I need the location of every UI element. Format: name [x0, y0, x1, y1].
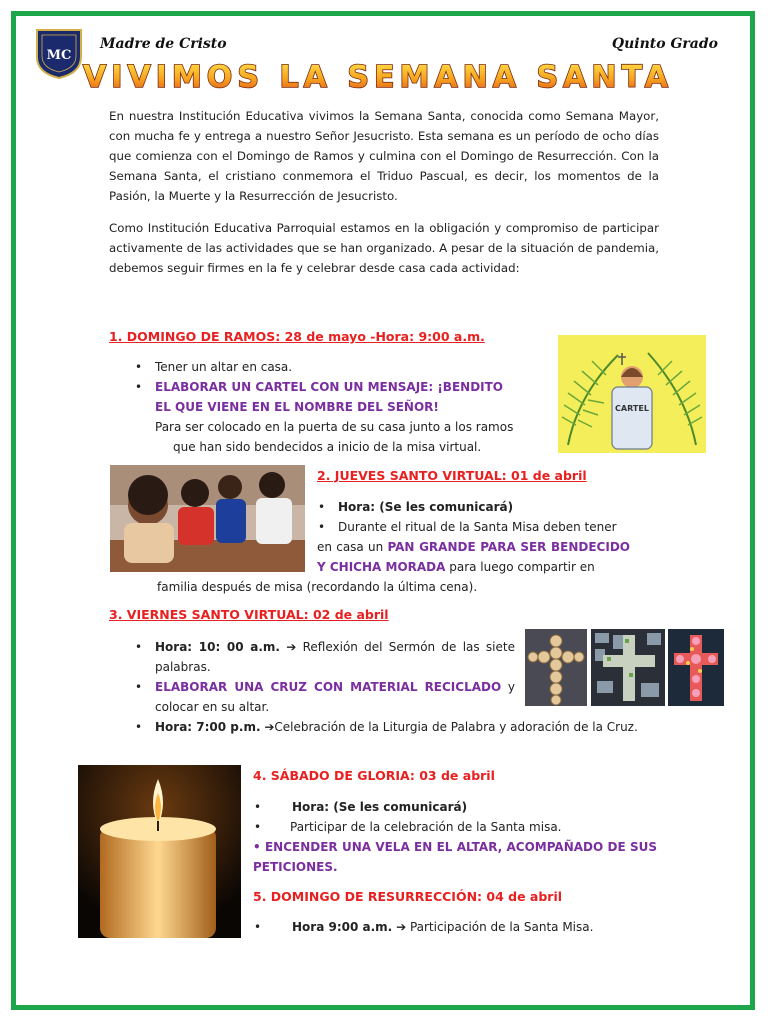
- page-title-text: VIVIMOS LA SEMANA SANTA: [83, 60, 673, 94]
- s1-bullet-2-highlight-line-1: ELABORAR UN CARTEL CON UN MENSAJE: ¡BENDITO: [155, 380, 504, 394]
- s3-arrow-icon-2: ➔: [264, 720, 275, 734]
- s3-bullet-3-bold: Hora: 7:00 p.m.: [155, 720, 261, 734]
- crest-letters: MC: [46, 48, 72, 63]
- s3-bullet-3: • Hora: 7:00 p.m. ➔Celebración de la Liturgia de Palabra y adoración de la Cruz.: [135, 720, 638, 734]
- school-crest-logo: [34, 27, 84, 79]
- s4-bullet-1-text: Hora: (Se les comunicará): [292, 800, 468, 814]
- s1-bullet-1-text: Tener un altar en casa.: [155, 360, 293, 374]
- recycled-cross-image-2: [591, 629, 665, 706]
- s2-bullet-2-body: [317, 537, 630, 577]
- s4-bullet-3-highlight: ENCENDER UNA VELA EN EL ALTAR, ACOMPAÑADO DE SUS PETICIONES.: [253, 840, 657, 874]
- s3-bullet-2-text: y colocar en su altar.: [155, 680, 516, 714]
- s2-bullet-2-post: para luego compartir en: [445, 560, 595, 574]
- s2-bullet-2-pre: en casa un: [317, 540, 388, 554]
- s3-bullet-2-highlight: ELABORAR UNA CRUZ CON MATERIAL RECICLADO: [155, 680, 502, 694]
- s3-bullet-1-bold: Hora: 10: 00 a.m.: [155, 640, 280, 654]
- candle-image: [78, 765, 241, 938]
- s2-bullet-1-text: Hora: (Se les comunicará): [338, 500, 514, 514]
- family-praying-image: [110, 465, 305, 572]
- page-title: [78, 58, 678, 94]
- s4-bullet-3: • ENCENDER UNA VELA EN EL ALTAR, ACOMPAÑADO DE SUS PETICIONES.: [253, 840, 657, 874]
- s3-bullet-2: • ELABORAR UNA CRUZ CON MATERIAL RECICLADO y colocar en su altar.: [135, 680, 516, 714]
- section-2-heading: 2. JUEVES SANTO VIRTUAL: 01 de abril: [317, 468, 587, 483]
- section-4-heading: 4. SÁBADO DE GLORIA: 03 de abril: [253, 768, 495, 783]
- s5-bullet-1-text: Participación de la Santa Misa.: [406, 920, 594, 934]
- s1-bullet-2-line-3: Para ser colocado en la puerta de su casa junto a los ramos: [155, 420, 514, 434]
- s3-bullet-1-text: Reflexión del Sermón de las siete palabras.: [155, 640, 515, 674]
- s2-bullet-2-text-1: Durante el ritual de la Santa Misa deben tener: [338, 520, 617, 534]
- section-5-heading: 5. DOMINGO DE RESURRECCIÓN: 04 de abril: [253, 889, 563, 904]
- s4-bullet-2-text: Participar de la celebración de la Santa misa.: [290, 820, 562, 834]
- s1-bullet-1: • Tener un altar en casa.: [135, 360, 293, 374]
- s3-bullet-1: • Hora: 10: 00 a.m. ➔ Reflexión del Sermón de las siete palabras.: [135, 640, 515, 674]
- s3-arrow-icon: ➔: [286, 640, 297, 654]
- recycled-cross-image-1: [525, 629, 587, 706]
- s1-bullet-2-line-4: que han sido bendecidos a inicio de la misa virtual.: [173, 440, 482, 454]
- intro-paragraph-1: En nuestra Institución Educativa vivimos la Semana Santa, conocida como Semana Mayor, con mucha fe y entrega a nuestro Señor Jesucristo. Esta semana es un período de ocho días que comienza con el Domingo de Ramos y culmina con el Domingo de Resurrección. Con la Semana Santa, el cristiano conmemora el Triduo Pascual, es decir, los momentos de la Pasión, la Muerte y la Resurrección de Jesucristo.: [109, 109, 659, 203]
- recycled-cross-image-3: [668, 629, 724, 706]
- s2-bullet-1: • Hora: (Se les comunicará): [318, 500, 514, 514]
- section-1-heading: 1. DOMINGO DE RAMOS: 28 de mayo -Hora: 9:00 a.m.: [109, 329, 485, 344]
- s2-bullet-2-highlight: PAN GRANDE PARA SER BENDECIDO Y CHICHA MORADA: [317, 540, 630, 574]
- school-name: Madre de Cristo: [100, 36, 227, 52]
- s3-bullet-3-text: Celebración de la Liturgia de Palabra y adoración de la Cruz.: [274, 720, 638, 734]
- s1-bullet-2-highlight-line-2: EL QUE VIENE EN EL NOMBRE DEL SEÑOR!: [155, 400, 439, 414]
- s5-bullet-1-bold: Hora 9:00 a.m.: [292, 920, 393, 934]
- grade-label: Quinto Grado: [611, 36, 718, 52]
- s5-arrow-icon: ➔: [396, 920, 407, 934]
- palm-sunday-sign-image: [558, 335, 706, 453]
- s5-bullet-1: • Hora 9:00 a.m. ➔ Participación de la Santa Misa.: [254, 920, 594, 934]
- s2-bullet-2-line-3: familia después de misa (recordando la última cena).: [157, 580, 478, 594]
- sign-label: CARTEL: [615, 404, 649, 413]
- s2-bullet-2-line-1: • Durante el ritual de la Santa Misa deben tener: [318, 520, 617, 534]
- intro-paragraph-2: Como Institución Educativa Parroquial estamos en la obligación y compromiso de participar activamente de las actividades que se han organizado. A pesar de la situación de pandemia, debemos seguir firmes en la fe y celebrar desde casa cada actividad:: [109, 221, 659, 275]
- section-3-heading: 3. VIERNES SANTO VIRTUAL: 02 de abril: [109, 607, 389, 622]
- s1-bullet-2: • ELABORAR UN CARTEL CON UN MENSAJE: ¡BENDITO EL QUE VIENE EN EL NOMBRE DEL SEÑOR! Para ser colocado en la puerta de su casa junto a los ramos que han sido bendecidos a inicio de la misa virtual.: [155, 377, 550, 457]
- s4-bullet-2: • Participar de la celebración de la Santa misa.: [254, 820, 562, 834]
- s4-bullet-1: • Hora: (Se les comunicará): [254, 800, 468, 814]
